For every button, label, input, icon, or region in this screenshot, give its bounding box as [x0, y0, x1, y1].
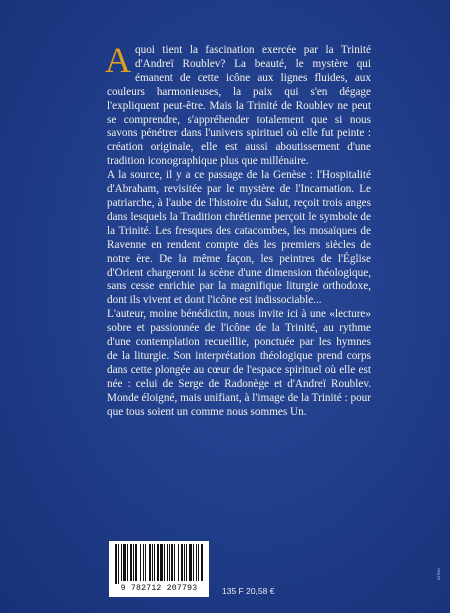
paragraph-3: L'auteur, moine bénédictin, nous invite ici à une «lecture» sobre et passionnée de l'icône de la Trinité, au rythme d'une contemplation recueillie, ponctuée par les hymnes de la liturgie. Son interprétation théologique prend corps dans cette plongée au cœur de l'espace spirituel où elle est née : celui de Serge de Radonège et d'Andreï Roublev. Monde éloigné, mais unifiant, à l'image de la Trinité : pour que tous soient un comme nous sommes Un.: [107, 308, 371, 418]
barcode-bar: [198, 544, 199, 581]
price: 135 F 20,58 €: [222, 586, 275, 596]
barcode-bars: [113, 544, 205, 584]
barcode-bar: [201, 544, 203, 581]
barcode-bar: [171, 544, 173, 581]
paragraph-1-text: quoi tient la fascination exercée par la Trinité d'Andreï Roublev? La beauté, le mystère qui émanent de cette icône aux lignes fluides, aux couleurs harmonieuses, la paix qui s'en dégage l'expliquent peut-être. Mais la Trinité de Roublev ne peut se comprendre, s'appréhender totalement que si nous savons pénétrer dans l'univers spirituel où elle fut peinte : création originale, elle est aussi aboutissement d'une tradition iconographique plus que millénaire.: [107, 44, 371, 168]
barcode-bar: [178, 544, 179, 581]
barcode-bar: [152, 544, 153, 581]
barcode-bar: [133, 544, 134, 581]
barcode-bar: [135, 544, 137, 581]
drop-cap: A: [105, 40, 131, 80]
barcode-bar: [118, 544, 119, 584]
barcode-bar: [121, 544, 122, 581]
corner-code: ATRIN: [436, 568, 441, 580]
barcode-bar: [154, 544, 155, 581]
barcode-bar: [149, 544, 151, 581]
barcode-bar: [157, 544, 159, 581]
barcode-bar: [167, 544, 168, 581]
barcode-bar: [140, 544, 141, 581]
barcode-bar: [145, 544, 146, 581]
barcode-digits: 9 782712 207793: [120, 584, 198, 593]
barcode-bar: [189, 544, 192, 581]
paragraph-1: [105, 40, 371, 169]
barcode: [109, 541, 209, 597]
barcode-bar: [123, 544, 126, 581]
barcode-bar: [181, 544, 183, 581]
blurb-text: [105, 40, 371, 419]
barcode-bar: [130, 544, 132, 581]
barcode-bar: [127, 544, 128, 581]
paragraph-2: A la source, il y a ce passage de la Genèse : l'Hospitalité d'Abraham, revisitée par le mystère de l'Incarnation. Le patriarche, à l'aube de l'histoire du Salut, reçoit trois anges dans lesquels la Tradition chrétienne perçoit le symbole de la Trinité. Les fresques des catacombes, les mosaïques de Ravenne en rendent compte dès les premiers siècles de notre ère. De la même façon, les peintres de l'Église d'Orient chargeront la scène d'une dimension théologique, sans cesse enrichie par la magnifique liturgie orthodoxe, dont ils vivent et dont l'icône est indissociable...: [107, 169, 371, 307]
barcode-bar: [184, 544, 185, 581]
barcode-bar: [196, 544, 197, 581]
barcode-bar: [164, 544, 165, 581]
barcode-bar: [160, 544, 163, 581]
barcode-bar: [186, 544, 187, 581]
barcode-bar: [169, 544, 170, 581]
barcode-bar: [143, 544, 144, 581]
barcode-bar: [193, 544, 194, 581]
barcode-bar: [174, 544, 175, 581]
barcode-bar: [115, 544, 117, 584]
